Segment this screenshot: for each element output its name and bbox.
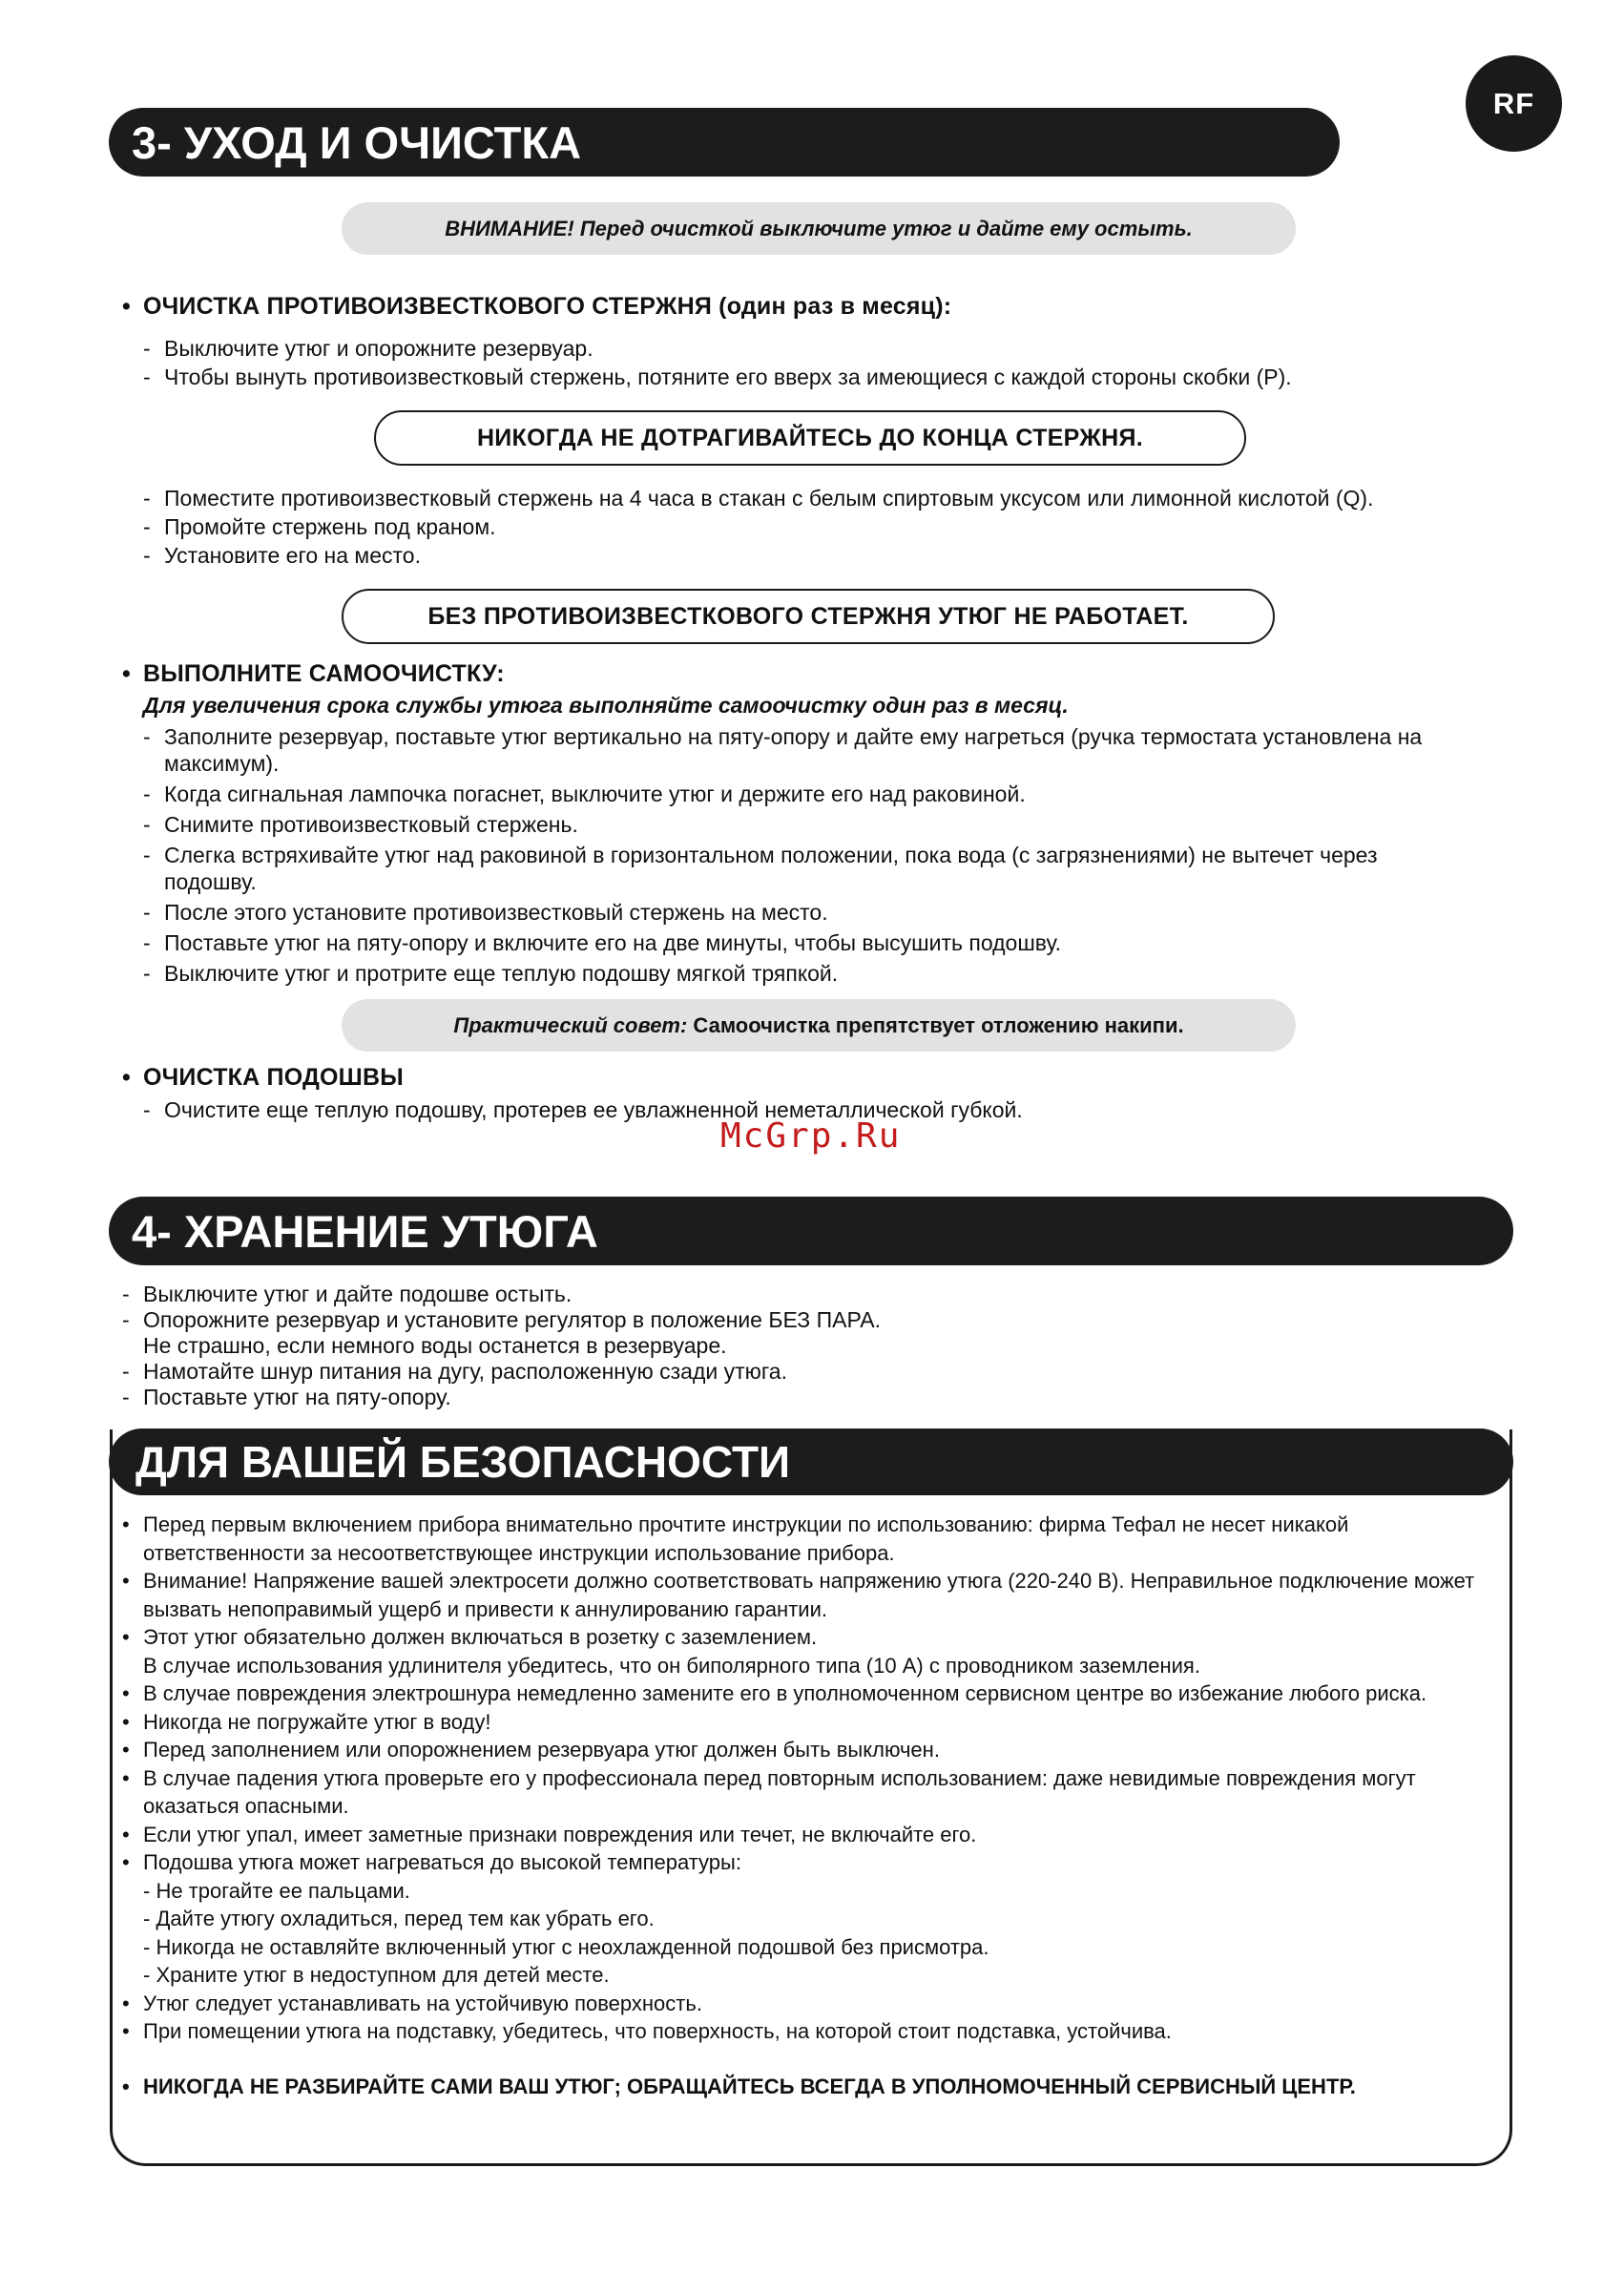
notice-rod-end: НИКОГДА НЕ ДОТРАГИВАЙТЕСЬ ДО КОНЦА СТЕРЖНЯ.: [374, 410, 1246, 466]
list-item: - Когда сигнальная лампочка погаснет, выключите утюг и держите его над раковиной.: [143, 781, 1460, 807]
list-item: - Намотайте шнур питания на дугу, расположенную сзади утюга.: [122, 1359, 1477, 1385]
self-clean-steps: [143, 723, 1460, 987]
list-item: - Выключите утюг и протрите еще теплую подошву мягкой тряпкой.: [143, 960, 1460, 987]
anti-scale-heading: • ОЧИСТКА ПРОТИВОИЗВЕСТКОВОГО СТЕРЖНЯ (один раз в месяц):: [122, 293, 952, 320]
soleplate-heading: • ОЧИСТКА ПОДОШВЫ: [122, 1064, 404, 1091]
section-3-title: 3- УХОД И ОЧИСТКА: [109, 108, 1340, 177]
list-subitem: - Дайте утюгу охладиться, перед тем как убрать его.: [143, 1907, 655, 1930]
tip-label: Практический совет:: [453, 1012, 688, 1037]
anti-scale-steps-a: [143, 334, 1479, 391]
list-subitem: - Не трогайте ее пальцами.: [143, 1878, 410, 1903]
list-subitem: - Никогда не оставляйте включенный утюг с неохлажденной подошвой без присмотра.: [143, 1934, 989, 1959]
self-clean-intro: Для увеличения срока службы утюга выполняйте самоочистку один раз в месяц.: [143, 693, 1069, 718]
safety-title: ДЛЯ ВАШЕЙ БЕЗОПАСНОСТИ: [109, 1428, 1513, 1495]
list-item: - Поставьте утюг на пяту-опору и включите его на две минуты, чтобы высушить подошву.: [143, 929, 1460, 956]
list-item: - Установите его на место.: [143, 541, 1479, 570]
list-item: • Этот утюг обязательно должен включаться в розетку с заземлением. В случае использования удлинителя убедитесь, что он биполярного типа (10 А) с проводником заземления.: [122, 1623, 1496, 1679]
list-item: - Выключите утюг и дайте подошве остыть.: [122, 1282, 1477, 1307]
list-item: - Опорожните резервуар и установите регулятор в положение БЕЗ ПАРА. Не страшно, если немного воды останется в резервуаре.: [122, 1307, 1477, 1359]
list-item: - Заполните резервуар, поставьте утюг вертикально на пяту-опору и дайте ему нагреться (ручка термостата установлена на максимум).: [143, 723, 1460, 777]
list-item: • Утюг следует устанавливать на устойчивую поверхность.: [122, 1990, 1496, 2018]
list-item: • Подошва утюга может нагреваться до высокой температуры:: [122, 1848, 1496, 1877]
notice-rod-required: БЕЗ ПРОТИВОИЗВЕСТКОВОГО СТЕРЖНЯ УТЮГ НЕ РАБОТАЕТ.: [342, 589, 1275, 644]
list-item: • Никогда не погружайте утюг в воду!: [122, 1708, 1496, 1737]
list-item: • При помещении утюга на подставку, убедитесь, что поверхность, на которой стоит подставка, устойчива.: [122, 2017, 1496, 2046]
list-item: • В случае падения утюга проверьте его у профессионала перед повторным использованием: даже невидимые повреждения могут оказаться опасными.: [122, 1764, 1496, 1821]
list-item-continuation: Не страшно, если немного воды останется в резервуаре.: [143, 1333, 727, 1358]
list-item: • Перед заполнением или опорожнением резервуара утюг должен быть выключен.: [122, 1736, 1496, 1764]
anti-scale-steps-b: [143, 484, 1479, 570]
list-item: - Очистите еще теплую подошву, протерев ее увлажненной неметаллической губкой.: [143, 1095, 1479, 1124]
tip-text: Самоочистка препятствует отложению накипи.: [687, 1012, 1184, 1037]
list-item: • Если утюг упал, имеет заметные признаки повреждения или течет, не включайте его.: [122, 1821, 1496, 1849]
language-badge: RF: [1466, 55, 1562, 152]
list-item: - Поставьте утюг на пяту-опору.: [122, 1385, 1477, 1410]
list-item: • Внимание! Напряжение вашей электросети должно соответствовать напряжению утюга (220-240 В). Неправильное подключение может вызвать непоправимый ущерб и привести к аннулированию гарантии.: [122, 1567, 1496, 1623]
list-subitem: - Храните утюг в недоступном для детей месте.: [143, 1963, 610, 1987]
self-clean-heading: • ВЫПОЛНИТЕ САМООЧИСТКУ:: [122, 660, 505, 687]
bullet-icon: •: [122, 1064, 131, 1091]
storage-steps: [122, 1282, 1477, 1410]
bullet-icon: •: [122, 293, 131, 320]
list-item: - Поместите противоизвестковый стержень на 4 часа в стакан с белым спиртовым уксусом или лимонной кислотой (Q).: [143, 484, 1479, 512]
safety-items: [122, 1511, 1496, 2100]
list-item: - Выключите утюг и опорожните резервуар.: [143, 334, 1479, 363]
practical-tip: [342, 999, 1296, 1052]
bullet-icon: •: [122, 660, 131, 687]
list-item: • В случае повреждения электрошнура немедленно замените его в уполномоченном сервисном центре во избежание любого риска.: [122, 1679, 1496, 1708]
warning-notice: ВНИМАНИЕ! Перед очисткой выключите утюг и дайте ему остыть.: [342, 202, 1296, 255]
safety-final-warning: • НИКОГДА НЕ РАЗБИРАЙТЕ САМИ ВАШ УТЮГ; ОБРАЩАЙТЕСЬ ВСЕГДА В УПОЛНОМОЧЕННЫЙ СЕРВИСНЫЙ ЦЕНТР.: [122, 2073, 1496, 2101]
watermark: McGrp.Ru: [720, 1116, 902, 1156]
section-4-title: 4- ХРАНЕНИЕ УТЮГА: [109, 1197, 1513, 1265]
list-item: • Перед первым включением прибора внимательно прочтите инструкции по использованию: фирма Тефал не несет никакой ответственности за несоответствующее инструкции использование прибора.: [122, 1511, 1496, 1567]
list-item: - Снимите противоизвестковый стержень.: [143, 811, 1460, 838]
list-item-continuation: В случае использования удлинителя убедитесь, что он биполярного типа (10 А) с проводником заземления.: [143, 1653, 1200, 1678]
list-item: - Промойте стержень под краном.: [143, 512, 1479, 541]
list-item: - Слегка встряхивайте утюг над раковиной в горизонтальном положении, пока вода (с загрязнениями) не вытечет через подошву.: [143, 842, 1460, 895]
list-item: - После этого установите противоизвестковый стержень на место.: [143, 899, 1460, 926]
list-item: - Чтобы вынуть противоизвестковый стержень, потяните его вверх за имеющиеся с каждой стороны скобки (P).: [143, 363, 1479, 391]
